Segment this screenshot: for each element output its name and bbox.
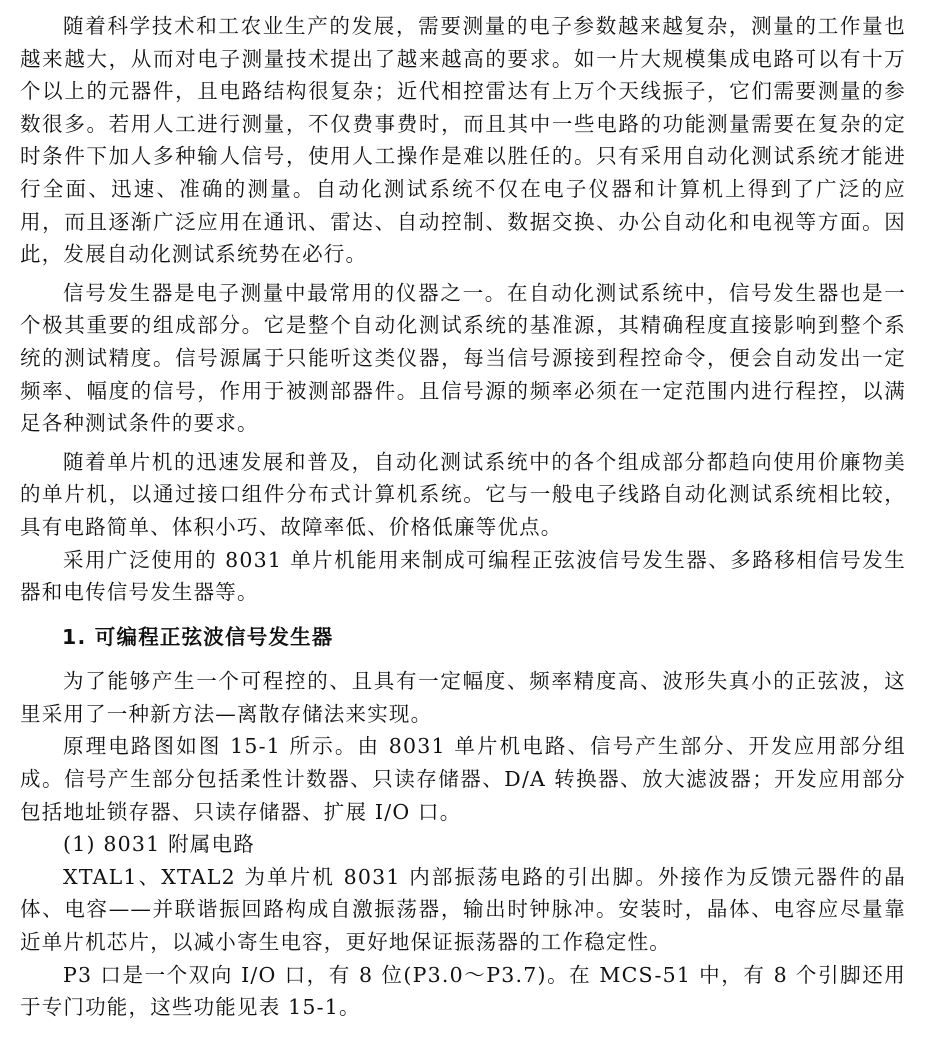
subheading-8031-circuit: (1) 8031 附属电路	[63, 832, 255, 857]
paragraph-xtal: XTAL1、XTAL2 为单片机 8031 内部振荡电路的引出脚。外接作为反馈元器件的晶体、电容——并联谐振回路构成自激振荡器，输出时钟脉冲。安装时，晶体、电容应尽量靠近单片机芯片，以减小寄生电容，更好地保证振荡器的工作稳定性。	[20, 864, 906, 955]
paragraph-8031-usage: 采用广泛使用的 8031 单片机能用来制成可编程正弦波信号发生器、多路移相信号发生器和电传信号发生器等。	[20, 547, 906, 605]
spacer	[20, 653, 906, 665]
paragraph-p3-port: P3 口是一个双向 I/O 口，有 8 位(P3.0～P3.7)。在 MCS-51 中，有 8 个引脚还用于专门功能，这些功能见表 15-1。	[20, 962, 906, 1020]
spacer	[20, 609, 906, 621]
paragraph-microcontroller: 随着单片机的迅速发展和普及，自动化测试系统中的各个组成部分都趋向使用价廉物美的单片机，以通过接口组件分布式计算机系统。它与一般电子线路自动化测试系统相比较，具有电路简单、体积小巧、故障率低、价格低廉等优点。	[20, 449, 906, 539]
paragraph-intro: 随着科学技术和工农业生产的发展，需要测量的电子参数越来越复杂，测量的工作量也越来越大，从而对电子测量技术提出了越来越高的要求。如一片大规模集成电路可以有十万个以上的元器件，且电路结构很复杂；近代相控雷达有上万个天线振子，它们需要测量的参数很多。若用人工进行测量，不仅费事费时，而且其中一些电路的功能测量需要在复杂的定时条件下加人多种输人信号，使用人工操作是难以胜任的。只有采用自动化测试系统才能进行全面、迅速、准确的测量。自动化测试系统不仅在电子仪器和计算机上得到了广泛的应用，而且逐渐广泛应用在通讯、雷达、自动控制、数据交换、办公自动化和电视等方面。因此，发展自动化测试系统势在必行。	[20, 14, 906, 267]
paragraph-circuit-principle: 原理电路图如图 15-1 所示。由 8031 单片机电路、信号产生部分、开发应用部分组成。信号产生部分包括柔性计数器、只读存储器、D/A 转换器、放大滤波器；开发应用部分包括地址锁存器、只读存储器、扩展 I/O 口。	[20, 734, 906, 824]
paragraph-discrete-storage: 为了能够产生一个可程控的、且具有一定幅度、频率精度高、波形失真小的正弦波，这里采用了一种新方法—离散存储法来实现。	[20, 669, 906, 726]
section-heading: 1. 可编程正弦波信号发生器	[62, 624, 334, 649]
paragraph-signal-generator: 信号发生器是电子测量中最常用的仪器之一。在自动化测试系统中，信号发生器也是一个极其重要的组成部分。它是整个自动化测试系统的基准源，其精确程度直接影响到整个系统的测试精度。信号源属于只能听这类仪器，每当信号源接到程控命令，便会自动发出一定频率、幅度的信号，作用于被测部器件。且信号源的频率必须在一定范围内进行程控，以满足各种测试条件的要求。	[20, 280, 906, 436]
